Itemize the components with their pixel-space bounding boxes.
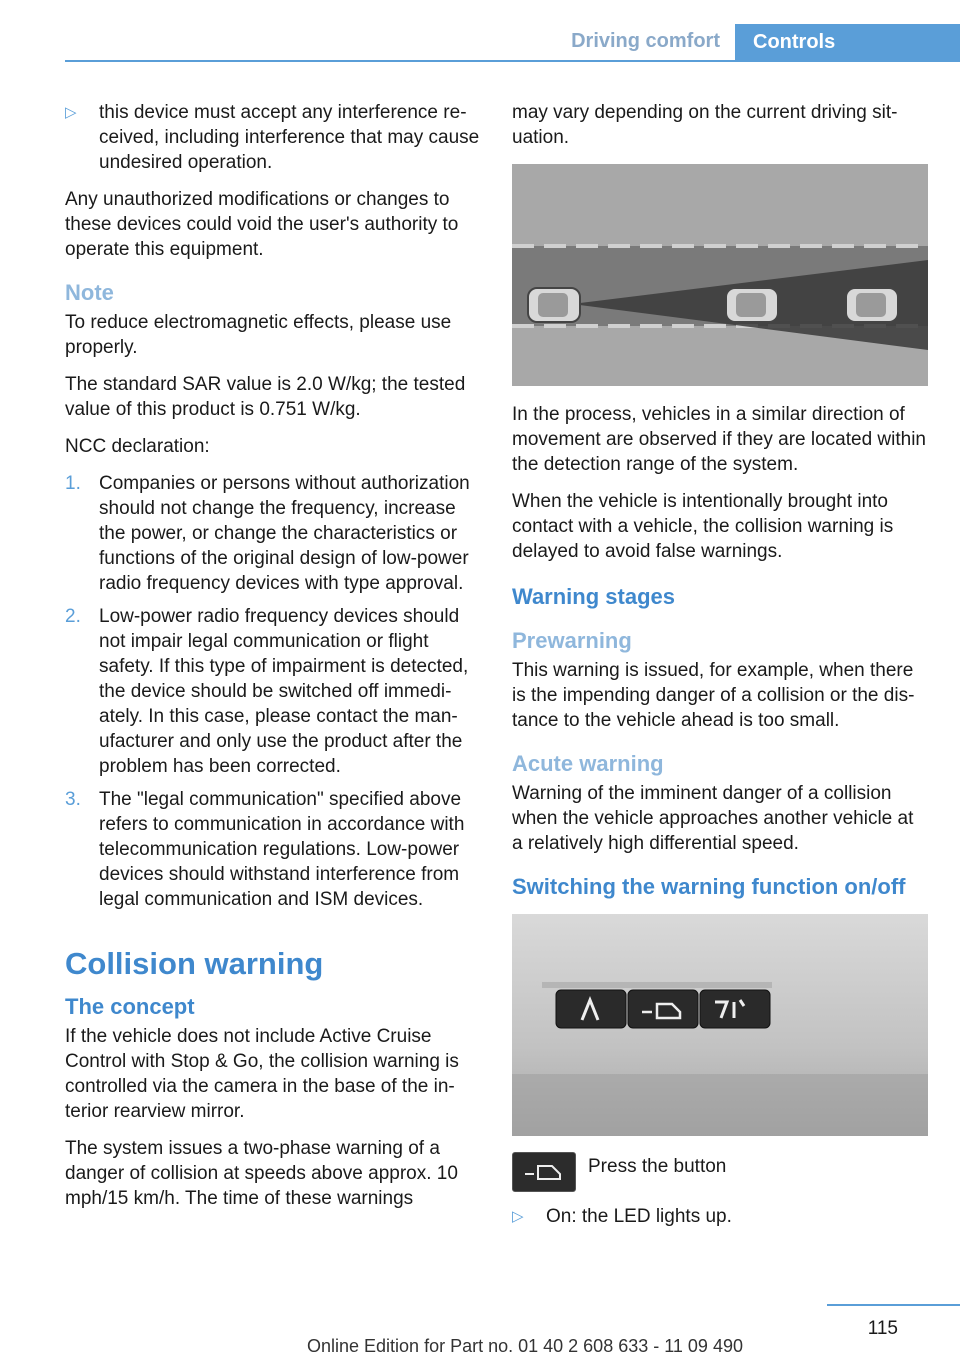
header-section-title: Driving comfort	[571, 30, 720, 52]
paragraph: If the vehicle does not include Active Cruise Control with Stop & Go, the collision warning is controlled via the camera in the base of the interior rearview mirror.	[65, 1026, 459, 1122]
paragraph: To reduce electromagnetic effects, please use properly.	[65, 312, 452, 358]
footer-rule	[827, 1304, 960, 1306]
paragraph: This warning is issued, for example, when there is the impending danger of a collision or the distance to the vehicle ahead is too small.	[512, 660, 915, 731]
paragraph: Warning of the imminent danger of a collision when the vehicle approaches another vehicle at a relatively high differential speed.	[512, 783, 914, 854]
numbered-item: 1. Companies or persons without authorization should not change the frequency, increase the power, or change the characteristics or functions of the original design of low-power radio frequency devices with type approval.	[65, 473, 470, 594]
detection-range-illustration	[512, 164, 928, 386]
car-icon	[726, 288, 778, 322]
speed-limit-button	[700, 990, 770, 1028]
collision-warning-button-icon	[512, 1152, 576, 1192]
paragraph: NCC declaration:	[65, 436, 210, 457]
page-footer	[0, 1300, 960, 1362]
edition-line: Online Edition for Part no. 01 40 2 608 633 - 11 09 490	[307, 1336, 743, 1356]
numbered-item: 2. Low-power radio frequency devices should not impair legal communication or flight safety. If this type of impairment is detected, the device should be switched off immediately. In this case, please contact the manufacturer and only use the product after the problem has been corrected.	[65, 606, 469, 777]
subsection-heading: Acute warning	[512, 751, 664, 776]
right-column	[512, 100, 928, 1241]
paragraph: When the vehicle is intentionally brought into contact with a vehicle, the collision warning is delayed to avoid false warnings.	[512, 491, 894, 562]
note-heading: Note	[65, 280, 114, 305]
subsection-heading: The concept	[65, 994, 195, 1019]
header-chapter-tab: Controls	[735, 24, 960, 61]
list-item: ▷ On: the LED lights up.	[512, 1206, 732, 1227]
paragraph: may vary depending on the current driving situation.	[512, 102, 898, 148]
section-heading: Collision warning	[65, 946, 324, 981]
paragraph: In the process, vehicles in a similar direction of movement are observed if they are located within the detection range of the system.	[512, 404, 926, 475]
lane-departure-button	[556, 990, 626, 1028]
radar-diagram	[512, 164, 928, 386]
left-column	[65, 100, 481, 1223]
paragraph: The system issues a two-phase warning of a danger of collision at speeds above approx. 10 mph/15 km/h. The time of these warnings	[65, 1138, 458, 1209]
page-number: 115	[867, 1318, 898, 1339]
press-button-instruction: Press the button	[512, 1152, 928, 1192]
paragraph: Any unauthorized modifications or changes to these devices could void the user's authority to operate this equipment.	[65, 189, 459, 260]
car-icon	[528, 288, 580, 322]
button-panel-photo	[512, 914, 928, 1136]
triangle-right-icon: ▷	[512, 1208, 524, 1225]
page-header	[0, 0, 960, 62]
section-heading: Switching the warning function on/off	[512, 874, 906, 899]
paragraph: The standard SAR value is 2.0 W/kg; the tested value of this product is 0.751 W/kg.	[65, 374, 466, 420]
numbered-item: 3. The "legal communication" specified above refers to communication in accordance with telecommunication regulations. Low-power devices should withstand interference from legal communication and ISM devices.	[65, 789, 465, 910]
subsection-heading: Prewarning	[512, 628, 632, 653]
collision-warning-button	[628, 990, 698, 1028]
section-heading: Warning stages	[512, 584, 675, 609]
triangle-right-icon: ▷	[65, 104, 77, 121]
car-icon	[846, 288, 898, 322]
list-item: ▷ this device must accept any interference received, including interference that may cause undesired operation.	[65, 102, 480, 173]
